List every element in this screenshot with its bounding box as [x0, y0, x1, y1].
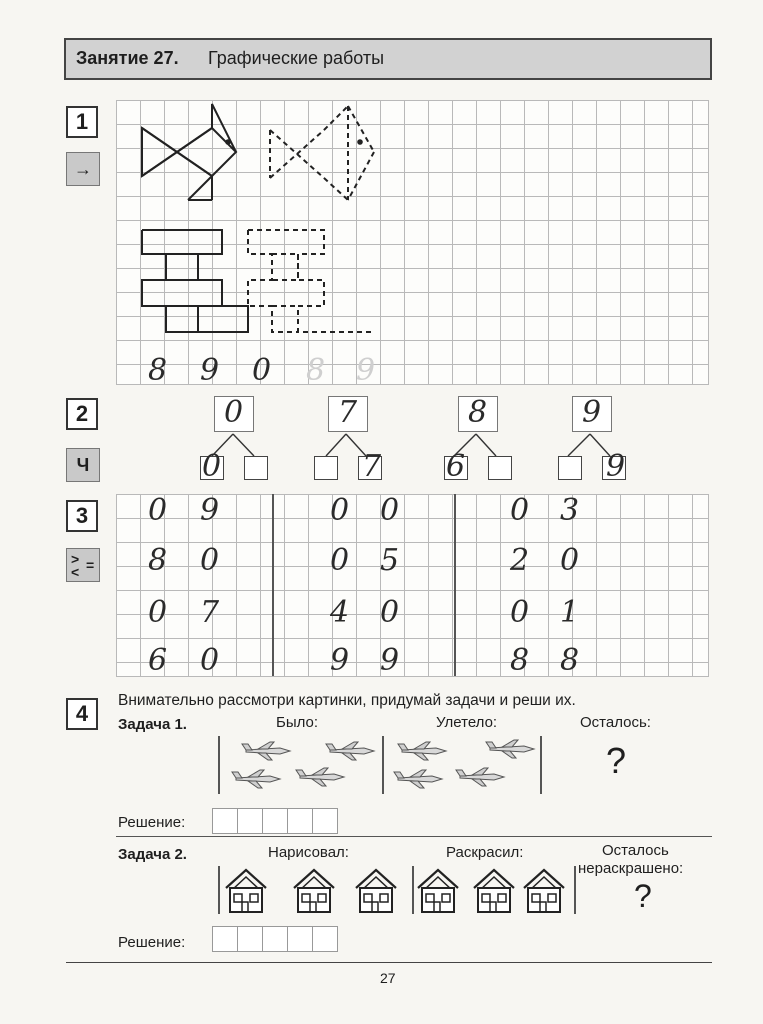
task-3-divider [454, 494, 456, 676]
problem-1-title: Задача 1. [118, 716, 187, 733]
airplane-icon [242, 742, 290, 760]
task-2-number: 2 [66, 398, 98, 430]
compare-digit: 0 [330, 543, 350, 578]
airplane-icon [232, 770, 280, 788]
airplane-icon [456, 768, 504, 786]
decomposition-left-digit: 0 [202, 449, 222, 484]
lesson-header [64, 38, 712, 80]
airplane-icon [486, 740, 534, 758]
decomposition-right-digit: 9 [606, 449, 626, 484]
problem-2-left-label-2: нераскрашено: [578, 860, 684, 877]
task-1-faint-digit: 9 [356, 353, 376, 388]
problem-1-was-label: Было: [276, 714, 319, 731]
decomposition-top-digit: 8 [468, 395, 488, 430]
task-4-number: 4 [66, 698, 98, 730]
compare-digit: 8 [510, 643, 530, 678]
compare-digit: 0 [330, 493, 350, 528]
compare-digit: 6 [148, 643, 168, 678]
task-1-digit: 0 [252, 353, 272, 388]
compare-digit: 8 [560, 643, 580, 678]
compare-digit: 0 [380, 493, 400, 528]
airplane-icon [296, 768, 344, 786]
problem-1-left-label: Осталось: [580, 714, 651, 731]
less-sign: < [71, 564, 80, 580]
problem-1-airplanes [226, 736, 536, 796]
task-1-drawings [116, 100, 708, 388]
problem-2-question: ? [634, 878, 652, 914]
compare-digit: 0 [200, 643, 220, 678]
compare-digit: 0 [148, 493, 168, 528]
house-icon [226, 870, 266, 912]
problem-2-left-label: Осталось [602, 842, 669, 859]
task-1-digit: 9 [200, 353, 220, 388]
task-1-arrow-icon: → [66, 152, 100, 186]
compare-digit: 7 [200, 595, 220, 630]
house-icon [524, 870, 564, 912]
problem-2-solution-label: Решение: [118, 934, 186, 951]
fish-solid-icon [142, 104, 236, 200]
compare-digit: 3 [560, 493, 580, 528]
compare-digit: 9 [380, 643, 400, 678]
compare-digit: 4 [330, 595, 350, 630]
compare-digit: 5 [380, 543, 400, 578]
problems-separator [116, 836, 712, 837]
task-4-intro: Внимательно рассмотри картинки, придумай задачи и реши их. [118, 692, 576, 709]
compare-digit: 0 [380, 595, 400, 630]
compare-digit: 9 [200, 493, 220, 528]
decomposition-left-cell[interactable] [558, 456, 582, 480]
problem-1-solution-cells[interactable] [212, 808, 337, 832]
pattern-dashed [248, 230, 374, 332]
fish-dashed-icon [270, 106, 374, 200]
problem-2-painted-label: Раскрасил: [446, 844, 524, 861]
problem-2-houses [224, 864, 574, 916]
decomposition-right-cell[interactable] [488, 456, 512, 480]
compare-digit: 1 [560, 595, 580, 630]
task-1-faint-digit: 8 [306, 353, 326, 388]
compare-digit: 0 [560, 543, 580, 578]
compare-digit: 2 [510, 543, 530, 578]
problem-1-flew-label: Улетело: [436, 714, 498, 731]
page-number: 27 [380, 970, 396, 986]
decomposition-top-digit: 7 [338, 395, 358, 430]
decomposition-left-digit: 6 [446, 449, 466, 484]
lesson-number: Занятие 27. [76, 48, 179, 68]
airplane-icon [326, 742, 374, 760]
equal-sign: = [86, 557, 95, 573]
decomposition-right-cell[interactable] [244, 456, 268, 480]
decomposition-left-cell[interactable] [314, 456, 338, 480]
problem-2-divider [218, 866, 220, 914]
lesson-title: Графические работы [208, 48, 385, 68]
task-3-number: 3 [66, 500, 98, 532]
problem-1-question: ? [606, 740, 627, 781]
house-icon [474, 870, 514, 912]
house-icon [356, 870, 396, 912]
task-1-digit: 8 [148, 353, 168, 388]
task-3-compare-signs [66, 548, 100, 582]
compare-digit: 0 [200, 543, 220, 578]
problem-1-divider [540, 736, 542, 794]
problem-2-divider [574, 866, 576, 914]
footer-rule [66, 962, 712, 963]
compare-digit: 9 [330, 643, 350, 678]
problem-1-solution-label: Решение: [118, 814, 186, 831]
airplane-icon [394, 770, 442, 788]
compare-digit: 0 [510, 595, 530, 630]
decomposition-top-digit: 9 [582, 395, 602, 430]
problem-2-solution-cells[interactable] [212, 926, 337, 950]
task-2-side-label: Ч [66, 448, 100, 482]
greater-sign: > [71, 551, 80, 567]
compare-digit: 0 [148, 595, 168, 630]
decomposition-top-digit: 0 [224, 395, 244, 430]
problem-2-drew-label: Нарисовал: [268, 844, 349, 861]
task-3-divider [272, 494, 274, 676]
compare-digit: 0 [510, 493, 530, 528]
problem-1-divider [218, 736, 220, 794]
airplane-icon [398, 742, 446, 760]
problem-2-title: Задача 2. [118, 846, 187, 863]
task-1-number: 1 [66, 106, 98, 138]
house-icon [418, 870, 458, 912]
decomposition-right-digit: 7 [362, 449, 382, 484]
house-icon [294, 870, 334, 912]
compare-digit: 8 [148, 543, 168, 578]
